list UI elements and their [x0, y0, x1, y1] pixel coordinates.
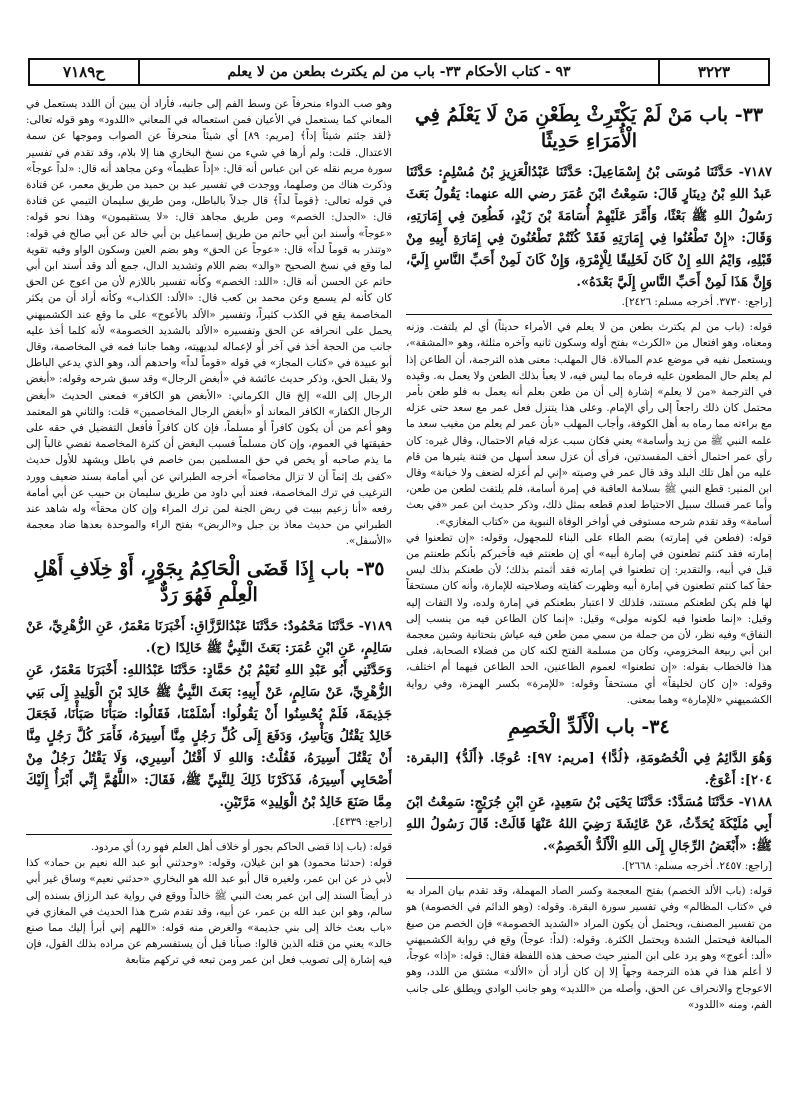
- hadith-7189-reference: [راجع: ٤٣٣٩].: [332, 815, 392, 828]
- hadith-7187: ٧١٨٧- حَدَّثَنَا مُوسَى بْنُ إِسْمَاعِيلَ: حَدَّثَنَا عَبْدُالْعَزِيزِ بْنُ مُسْلِمٍ: حَدَّثَنَا عَبدُ اللهِ بْنُ دِينَارٍ قَالَ: سَمِعْتُ ابْنَ عُمَرَ رضي الله عنهما: يَقُولُ بَعَثَ رَسُولُ اللهِ ﷺ بَعْثًا، وَأَمَّرَ عَلَيْهِمْ أُسَامَةَ بْنَ زَيْدٍ، فَطُعِنَ فِي إِمَارَتِهِ، وَقَالَ: «إِنْ تَطْعُنُوا فِي إِمَارَتِهِ فَقَدْ كُنْتُمْ تَطْعُنُونَ فِي إِمَارَةِ أَبِيهِ مِنْ قَبْلِهِ، وَايْمُ اللهِ إِنْ كَانَ لَخَلِيقًا لِلْإِمْرَةِ، وَإِنْ كَانَ لَمِنْ أَحَبِّ النَّاسِ إِلَيَّ، وَإِنَّ هَذَا لَمِنْ أَحَبِّ النَّاسِ إِلَيَّ بَعْدَهُ».: [406, 165, 772, 290]
- commentary-7187: قوله: (باب من لم يكترث بطعن من لا يعلم في الأمراء حديثاً) أي لم يلتفت. وزنه ومعناه، وهو افتعال من «الكرث» بفتح أوله وسكون ثانيه وآخره مثلثة، وهو «المشقة»، ويستعمل نفيه في موضع عدم المبالاة. قال المهلب: معنى هذه الترجمة، أن الطاعن إذا لم يعلم حال المطعون عليه فرماه بما ليس فيه، لا يعبأ بذلك الطعن ولا يعمل به. وقيده في الترجمة «من لا يعلم» إشارة إلى أن من طعن بعلم أنه يعمل به فلو طعن بأمر محتمل كان ذلك راجعاً إلى رأي الإمام. وعلى هذا يتنزل فعل عمر مع سعد حتى عزله مع براءته مما رماه به أهل الكوفة، وأجاب المهلب «بأن عمر لم يعلم من مغيب سعد ما علمه النبي ﷺ من زيد وأسامة» يعني فكان سبب عزله قيام الاحتمال، وقال غيره: كان رأي عمر احتمال أخف المفسدتين، فرأى أن عزل سعد أسهل من فتنة يثيرها من قام عليه من أهل تلك البلد وقد قال عمر في وصيته «إني لم أعزله لضعف ولا خيانة» وقال ابن المنير: قطع النبي ﷺ بسلامة العاقبة في إمرة أسامة، فلم يلتفت لطعن من طعن، وأما عمر فسلك سبيل الاحتياط لعدم قطعه بمثل ذلك، وذكر حديث ابن عمر «في بعث أسامة» وقد تقدم شرحه مستوفى في أواخر الوفاة النبوية من «كتاب المغازي».: [406, 321, 772, 528]
- text-columns: [26, 96, 772, 1106]
- commentary-7189-title: قوله: (باب إذا قضى الحاكم بجور أو خلاف أهل العلم فهو رد) أي مردود.: [90, 840, 392, 853]
- running-title: ٩٣ - كتاب الأحكام ٣٣- باب من لم يكترث بطعن من لا يعلم: [227, 64, 571, 80]
- chapter-35-heading: ٣٥- باب إِذَا قَضَى الْحَاكِمُ بِجَوْرٍ، أَوْ خِلَافِ أَهْلِ الْعِلْمِ فَهُوَ رَدٌّ: [33, 557, 385, 606]
- hadith-7189-second-chain: وَحَدَّثَنِي أَبُو عَبْدِ اللهِ نُعَيْمُ بْنُ حَمَّادٍ: حَدَّثَنَا عَبْدُاللهِ: أَخْبَرَنَا مَعْمَرٌ، عَنِ الزُّهْرِيِّ، عَنْ سَالِمٍ، عَنْ أَبِيهِ: بَعَثَ النَّبِيُّ ﷺ خَالِدَ بْنَ الْوَلِيدِ إِلَى بَنِي جَذِيمَةَ، فَلَمْ يُحْسِنُوا أَنْ يَقُولُوا: أَسْلَمْنَا، فَقَالُوا: صَبَأْنَا صَبَأْنَا، فَجَعَلَ خَالِدٌ يَقْتُلُ وَيَأْسِرُ، وَدَفَعَ إِلَى كُلِّ رَجُلٍ مِنَّا أَسِيرَهُ، فَأَمَرَ كُلَّ رَجُلٍ مِنَّا أَنْ يَقْتُلَ أَسِيرَهُ، فَقُلْتُ: وَاللهِ لَا أَقْتُلُ أَسِيرِي، وَلَا يَقْتُلُ رَجُلٌ مِنْ أَصْحَابِي أَسِيرَهُ، فَذَكَرْنَا ذَلِكَ لِلنَّبِيِّ ﷺ، فَقَالَ: «اللَّهُمَّ إِنِّي أَبْرَأُ إِلَيْكَ مِمَّا صَنَعَ خَالِدُ بْنُ الْوَلِيدِ» مَرَّتَيْنِ.: [26, 662, 392, 810]
- commentary-7188: قوله: (باب الألد الخصم) بفتح المعجمة وكسر الصاد المهملة، وقد تقدم بيان المراد به في «كتاب المظالم» وفي تفسير سورة البقرة. وقوله: (وهو الدائم في الخصومة) هو من تفسير المصنف، ويحتمل أن يكون المراد «الشديد الخصومة» فإن الخصم من صيغ المبالغة فيحتمل الشدة ويحتمل الكثرة. وقوله: (لداً: عوجاً) وقع في رواية الكشميهني «ألد: أعوج» وهو يرد على ابن المنير حيث صحف هذه اللفظة فقال: قوله: «إذا» عوجاً، لا أعلم هذا في هذه الترجمة وجهاً إلا إن كان أراد أن «الألد» مشتق من اللدد، وهو الاعوجاج والانحراف عن الحق، وأصله من «اللديد» وهو جانب الوادي ويطلق على جانب الفم، ومنه «اللدود»: [406, 885, 772, 1011]
- chapter-34-heading: ٣٤- باب الْأَلَدِّ الْخَصِمِ: [508, 716, 670, 739]
- commentary-7189: قوله: (حدثنا محمود) هو ابن غيلان، وقوله: «وحدثني أبو عبد الله نعيم بن حماد» كذا لأبي ذر عن ابن عمر، ولغيره قال أبو عبد الله هو البخاري «حدثني نعيم» وساق غير أبي ذر أيضاً السند إلى ابن عمر بعث النبي ﷺ خالداً ووقع في رواية عبد الرزاق بسنده إلى سالم، وهو ابن عبد الله بن عمر، عن أبيه، وقد تقدم شرح هذا الحديث في المغازي في «باب بعث خالد إلى بني جذيمة» والغرض منه قوله: «اللهم إني أبرأ إليك مما صنع خالد» يعني من قتله الذين قالوا: صبأنا قبل أن يستفسرهم عن مراده بذلك القول، فإن فيه إشارة إلى تصويب فعل ابن عمر ومن تبعه في تركهم متابعة: [26, 857, 392, 967]
- divider: [406, 878, 772, 879]
- hadith-7188: ٧١٨٨- حَدَّثَنَا مُسَدَّدٌ: حَدَّثَنَا يَحْيَى بْنُ سَعِيدٍ، عَنِ ابْنِ جُرَيْجٍ: سَمِعْتُ ابْنَ أَبِي مُلَيْكَةَ يُحَدِّثُ، عَنْ عَائِشَةَ رَضِيَ اللهُ عَنْهَا قَالَتْ: قَالَ رَسُولُ اللهِ ﷺ: «أَبْغَضُ الرِّجَالِ إِلَى اللهِ الْأَلَدُّ الْخَصِمُ».: [406, 795, 772, 855]
- hadith-7189: ٧١٨٩- حَدَّثَنَا مَحْمُودٌ: حَدَّثَنَا عَبْدُالرَّزَّاقِ: أَخْبَرَنَا مَعْمَرٌ، عَنِ الزُّهْرِيِّ، عَنْ سَالِمٍ، عَنِ ابْنِ عُمَرَ: بَعَثَ النَّبِيُّ ﷺ خَالِدًا (ح).: [26, 618, 392, 656]
- divider: [406, 314, 772, 315]
- right-column: [406, 96, 772, 1106]
- commentary-continued: وهو صب الدواء منحرفاً عن وسط الفم إلى جانبه، فأراد أن يبين أن اللدد يستعمل في المعاني كما يستعمل في الأعيان فمن استعماله في المعاني «اللدود» وهو قوله تعالى: ﴿لقد جئتم شيئاً إداً﴾ [مريم: ٨٩] أي شيئاً منحرفاً عن الصواب وموجها عن سمة الاعتدال. قلت: ولم أرها في شيء من نسخ البخاري هنا إلا بلام، وقد تقدم في تفسير سورة مريم نقله عن ابن عباس أنه قال: «إداً عظيماً» وعن مجاهد أنه قال: «لداً عوجاً» وذكرت هناك من وصلهما، ووجدت في تفسير عبد بن حميد من طريق معمر، عن قتادة في قوله تعالى: ﴿قوماً لداً﴾ قال جدلاً بالباطل، ومن طريق سليمان التيمي عن قتادة قال: «الجدل: الخصم» ومن طريق مجاهد قال: «لا يستقيمون» وهذا نحو قوله: «عوجاً» وأسند ابن أبي حاتم من طريق إسماعيل بن أبي خالد عن أبي صالح في قوله: «وتنذر به قوماً لداً» قال: «عوجاً عن الحق» وهو بضم العين وسكون الواو وفيه تقوية لما وقع في نسخ الصحيح «والد» بضم اللام وتشديد الدال، جمع ألد وقد أسند ابن أبي حاتم عن الحسن أنه قال: «اللد: الخصم» وكأنه تفسير باللازم لأن من اعوج عن الحق كان كأنه لم يسمع وعن محمد بن كعب قال: «الألد: الكذاب» وكأنه أراد أن من يكثر المخاصمة يقع في الكذب كثيراً، وتفسير «الألد بالأعوج» على ما وقع عند الكشميهني يحمل على انحرافه عن الحق وتفسيره «الألد بالشديد الخصومة» لأنه كلما أخذ عليه جانب من الحجة أخذ في آخر أو لإعماله لبديهيته، وهما جانبا فمه في المخاصمة، وقال أبو عبيدة في «كتاب المجاز» في قوله «قوماً لداً» واحدهم ألد، وهو الذي يدعي الباطل ولا يقبل الحق، وذكر حديث عائشة في «أبغض الرجال» وقد سبق شرحه وقوله: «أبغض الرجال إلى الله» إلخ قال الكرماني: «الأبغض هو الكافر» فمعنى الحديث «أبغض الرجال الكفار» الكافر المعاند أو «أبغض الرجال المخاصمين» قلت: والثاني هو المعتمد وهو أعم من أن يكون كافراً أو مسلماً، فإن كان كافراً فأفعل التفضيل في حقه على حقيقتها في العموم، وإن كان مسلماً فسبب البغض أن كثرة المخاصمة تفضي غالباً إلى ما يذم صاحبه أو يخص في حق المسلمين بمن خاصم في باطل ويشهد للأول حديث «كفى بك إثماً أن لا تزال مخاصماً» أخرجه الطبراني عن أبي أمامة بسند ضعيف وورد الترغيب في ترك المخاصمة، فعند أبي داود من طريق سليمان بن حبيب عن أبي أمامة رفعه «أنا زعيم ببيت في ربض الجنة لمن ترك المراء وإن كان محقاً» وله شاهد عند الطبراني من حديث معاذ بن جبل و«الربض» بفتح الراء والموحدة بعدها ضاد معجمة «الأسفل».: [26, 98, 392, 548]
- chapter-34-ayah: وَهُوَ الدَّائِمُ فِي الْخُصُومَةِ، ﴿لُدًّا﴾ [مريم: ٩٧]: عُوجًا. ﴿أَلَدُّ﴾ [البقرة: ٢٠٤]: أَعْوَجُ.: [406, 751, 772, 789]
- left-column: [26, 96, 392, 1106]
- divider: [26, 834, 392, 835]
- hadith-range: ح٧١٨٩: [30, 60, 140, 84]
- page-number: ٣٢٢٣: [658, 60, 768, 84]
- chapter-33-heading: ٣٣- باب مَنْ لَمْ يَكْتَرِثْ بِطَعْنِ مَنْ لَا يَعْلَمُ فِي الْأُمَرَاءِ حَدِيثًا: [414, 104, 764, 152]
- hadith-7187-reference: [راجع: ٣٧٣٠. أخرجه مسلم: ٢٤٢٦].: [621, 296, 772, 308]
- commentary-fa-tun: قوله: (فطعن في إمارته) بضم الطاء على البناء للمجهول، وقوله: «إن تطعنوا في إمارته فقد كنتم تطعنون في إمارة أبيه» أي إن طعنتم فيه فأخبركم بأنكم طعنتم من قبل في أبيه، والتقدير: إن تطعنوا في إمارته فقد أثمتم بذلك؛ لأن طعنكم بذلك ليس حقاً كما كنتم تطعنون في إمارة أبيه وظهرت كفايته وصلاحيته للإمارة، وأنه كان مستحقاً لها فلم يكن لطعنكم مستند، فلذلك لا اعتبار بطعنكم في إمارة ولده، ولا التفات إليه وقيل: «إنما طعنوا فيه لكونه مولى» وقيل: «إنما كان الطاعن فيه من ينسب إلى النفاق» وفيه نظر، لأن من جملة من سمي ممن طعن فيه عياش بتحتانية وشين معجمة ابن أبي ربيعة المخزومي، وكان من مسلمة الفتح لكنه كان من فضلاء الصحابة، فعلى هذا فالخطاب بقوله: «إن تطعنوا» لعموم الطاعنين، الحد الطاعن فيهما أم اختلف، وقوله: «إن كان لخليقاً» أي مستحقاً وقوله: «للإمرة» بكسر الهمزة، وفي رواية الكشميهني «للإمارة» وهما بمعنى.: [406, 531, 772, 706]
- page-header: [28, 58, 770, 86]
- hadith-7188-reference: [راجع: ٢٤٥٧. أخرجه مسلم: ٢٦٦٨].: [621, 860, 772, 873]
